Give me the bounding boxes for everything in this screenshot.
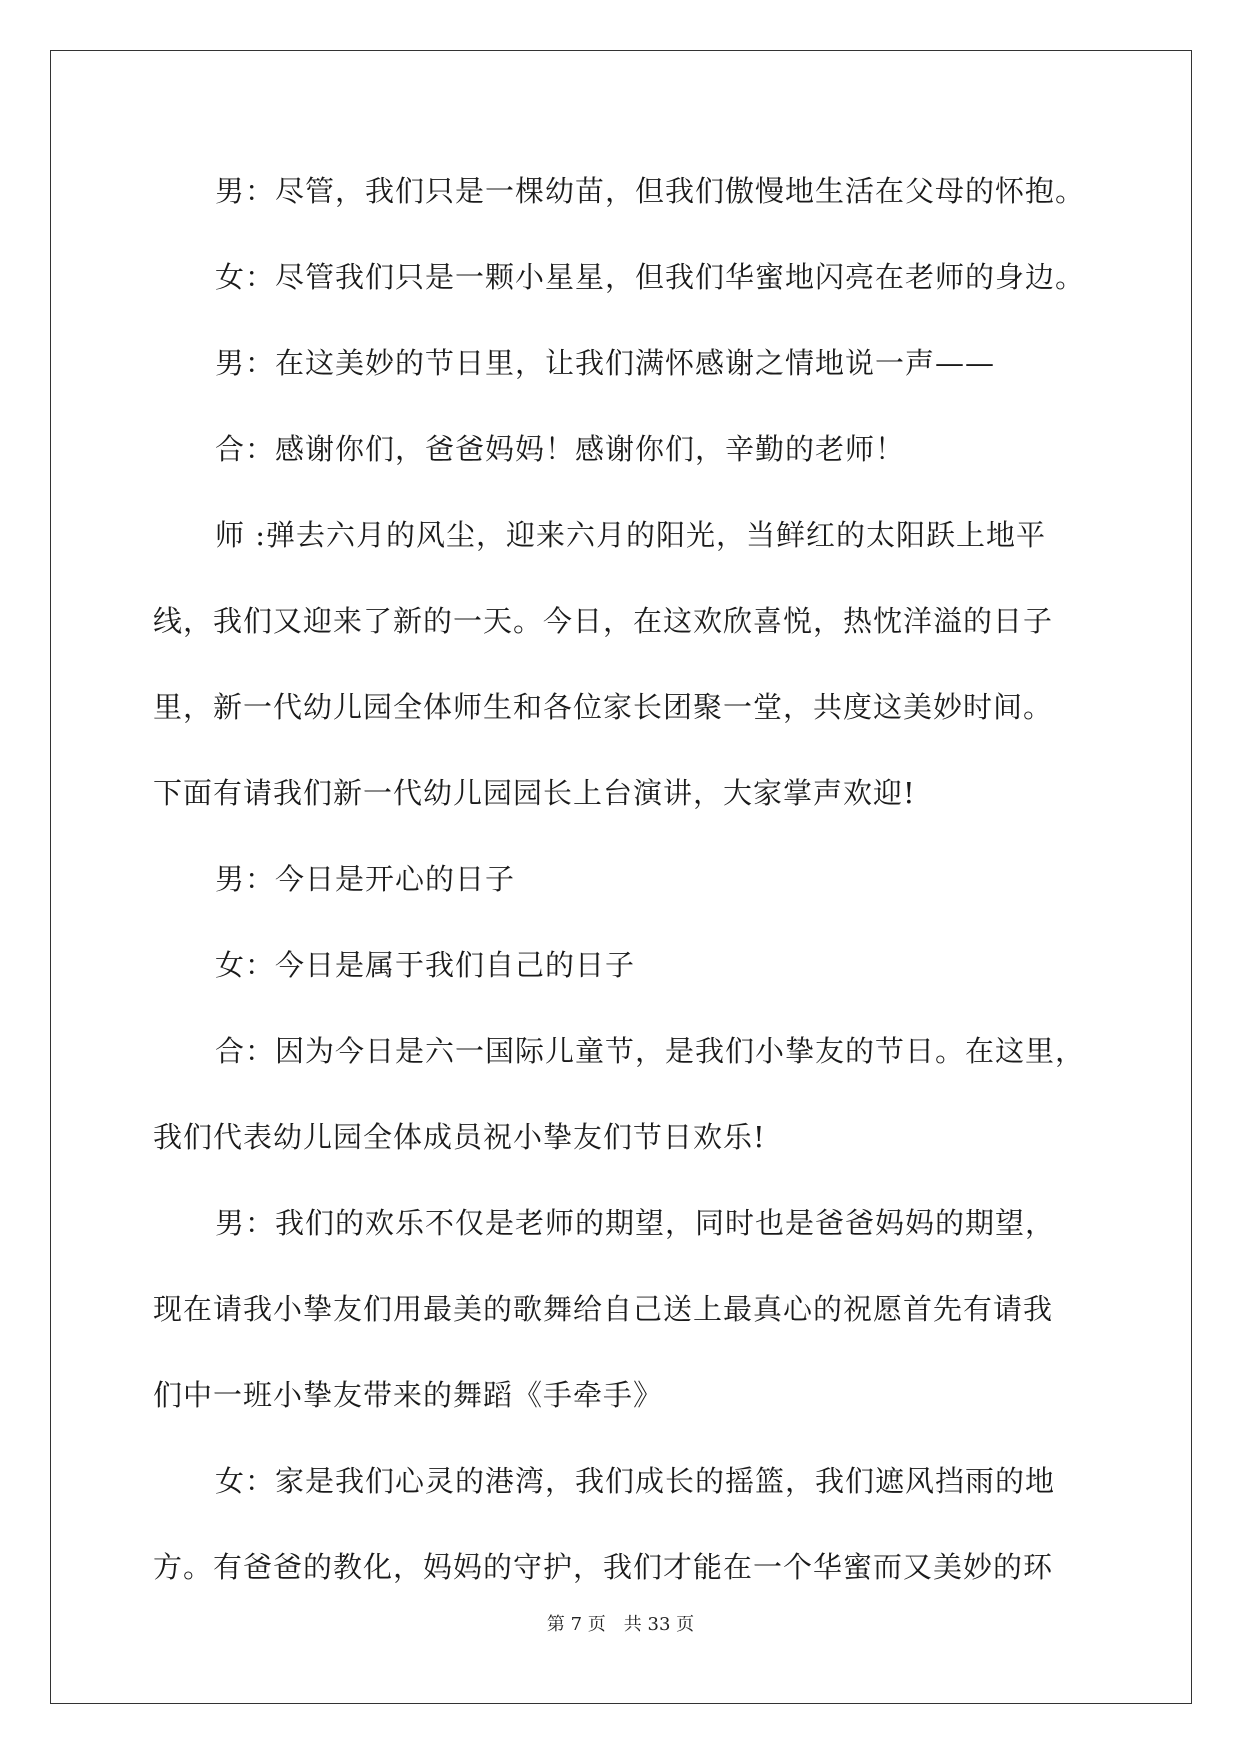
text-line: 男：今日是开心的日子 xyxy=(215,862,516,896)
text-line: 合：因为今日是六一国际儿童节，是我们小挚友的节日。在这里， xyxy=(215,1034,1086,1068)
text-line: 女：尽管我们只是一颗小星星，但我们华蜜地闪亮在老师的身边。 xyxy=(215,260,1086,294)
text-line: 们中一班小挚友带来的舞蹈《手牵手》 xyxy=(153,1378,664,1412)
text-line: 我们代表幼儿园全体成员祝小挚友们节日欢乐! xyxy=(153,1120,766,1154)
text-line: 现在请我小挚友们用最美的歌舞给自己送上最真心的祝愿首先有请我 xyxy=(153,1292,1054,1326)
text-line: 女：今日是属于我们自己的日子 xyxy=(215,948,636,982)
text-line: 师 :弹去六月的风尘，迎来六月的阳光，当鲜红的太阳跃上地平 xyxy=(215,518,1046,552)
document-body xyxy=(153,164,1093,1626)
text-line: 里，新一代幼儿园全体师生和各位家长团聚一堂，共度这美妙时间。 xyxy=(153,690,1054,724)
text-line: 男：我们的欢乐不仅是老师的期望，同时也是爸爸妈妈的期望， xyxy=(215,1206,1056,1240)
text-line: 线，我们又迎来了新的一天。今日，在这欢欣喜悦，热忱洋溢的日子 xyxy=(153,604,1054,638)
text-line: 女：家是我们心灵的港湾，我们成长的摇篮，我们遮风挡雨的地 xyxy=(215,1464,1056,1498)
text-line: 男：尽管，我们只是一棵幼苗，但我们傲慢地生活在父母的怀抱。 xyxy=(215,174,1086,208)
page-number-footer: 第 7 页 共 33 页 xyxy=(546,1614,695,1635)
text-line: 下面有请我们新一代幼儿园园长上台演讲，大家掌声欢迎! xyxy=(153,776,916,810)
text-line: 合：感谢你们，爸爸妈妈！感谢你们，辛勤的老师！ xyxy=(215,432,906,466)
text-line: 男：在这美妙的节日里，让我们满怀感谢之情地说一声—— xyxy=(215,346,996,380)
text-line: 方。有爸爸的教化，妈妈的守护，我们才能在一个华蜜而又美妙的环 xyxy=(153,1550,1054,1584)
